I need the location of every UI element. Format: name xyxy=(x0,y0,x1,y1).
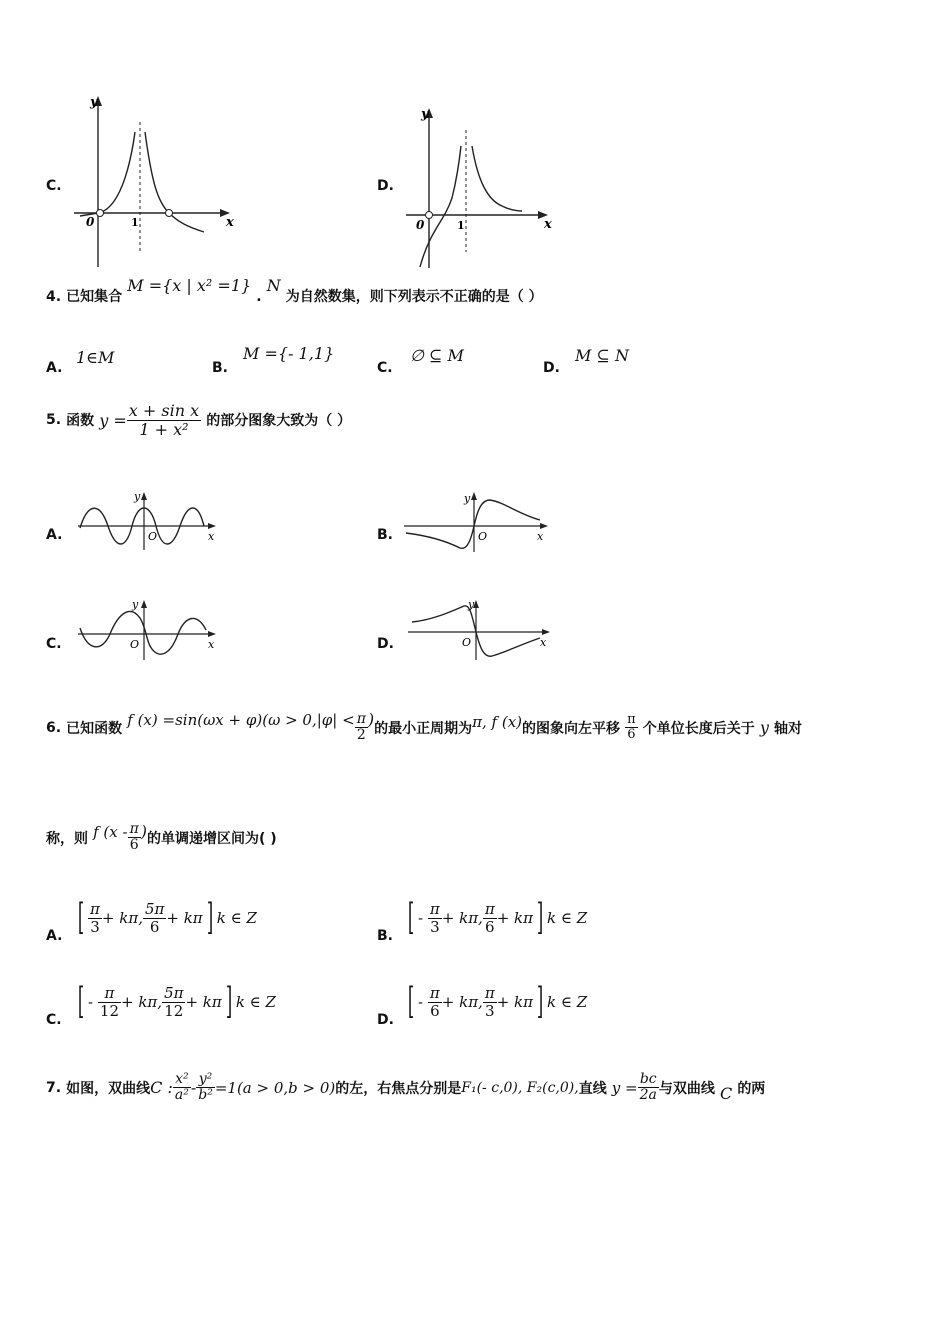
q5a-origin-label: O xyxy=(148,530,158,543)
q6c-n1: π xyxy=(98,985,121,1003)
q5-option-b-label: B. xyxy=(377,527,393,543)
q6d-frac-2 xyxy=(483,985,497,1019)
q6-g-func-a: f (x - xyxy=(93,822,128,841)
q3-option-c-label: C. xyxy=(46,178,62,194)
q5-option-c-graph xyxy=(74,594,224,666)
q3d-tick-label: 1 xyxy=(457,219,465,232)
q5-number: 5. xyxy=(46,412,62,429)
q7-line-den: 2a xyxy=(639,1087,657,1104)
q6a-n1: π xyxy=(90,900,100,918)
q4-option-c-expr: ∅ ⊆ M xyxy=(410,346,464,365)
q6b-tail: k ∈ Z xyxy=(547,909,588,927)
q3-option-d-label: D. xyxy=(377,178,394,194)
q6d-end: + kπ xyxy=(496,993,533,1011)
q6-option-a-expr: [ $\frac{\pi}{3}$ + kπ, $\frac{5\pi}{6}$ + kπ ] k ∈ Z xyxy=(77,897,257,938)
q6b-n2: π xyxy=(484,900,495,918)
q6-option-a-label: A. xyxy=(46,928,63,944)
q4-option-d-label: D. xyxy=(543,360,560,376)
question-5 xyxy=(46,402,351,438)
q6-option-b-expr: [ - $\frac{\pi}{3}$ + kπ, $\frac{\pi}{6}$ + kπ ] k ∈ Z xyxy=(407,897,588,938)
q3d-y-label: y xyxy=(421,107,429,122)
q5c-origin-label: O xyxy=(130,638,140,651)
q6b-end: + kπ xyxy=(496,909,533,927)
q7-text-e: 的两 xyxy=(737,1080,766,1097)
q6-shift-den: 6 xyxy=(627,727,636,743)
q5-option-c-label: C. xyxy=(46,636,62,652)
q4-text-a: 已知集合 xyxy=(66,289,123,305)
q7-n1: x² xyxy=(173,1072,191,1088)
q6c-d1: 12 xyxy=(99,1001,119,1020)
q4-set-n: N xyxy=(266,276,281,295)
q6d-tail: k ∈ Z xyxy=(547,993,588,1011)
q6b-frac-2 xyxy=(483,901,497,935)
q5-func-fraction xyxy=(127,402,201,438)
q7-line-frac xyxy=(638,1072,659,1104)
q6b-mid: + kπ, xyxy=(441,909,483,927)
q6b-d1: 3 xyxy=(430,917,440,936)
q6c-d2: 12 xyxy=(164,1001,184,1020)
q5-func-lhs: y = xyxy=(99,410,127,430)
q5d-x-label: x xyxy=(540,636,547,649)
q6a-n2: 5π xyxy=(144,900,165,918)
q3d-origin-label: 0 xyxy=(416,218,425,232)
q3d-x-label: x xyxy=(544,217,552,232)
q7-line-num: bc xyxy=(638,1072,659,1088)
q6d-d1: 6 xyxy=(430,1001,440,1020)
q5b-x-label: x xyxy=(537,530,544,543)
q6c-frac-1 xyxy=(98,985,121,1019)
q3c-y-label: y xyxy=(90,95,98,110)
q7-text-b: 的左，右焦点分别是 xyxy=(335,1080,462,1097)
q6d-mid: + kπ, xyxy=(441,993,483,1011)
q7-text-c: 直线 xyxy=(578,1080,607,1097)
q7-minus: - xyxy=(190,1078,197,1098)
q6c-frac-2 xyxy=(162,985,185,1019)
q6-func-frac-den: 2 xyxy=(356,727,366,744)
q5-option-d-graph xyxy=(404,594,559,666)
q6-g-frac-den: 6 xyxy=(129,837,139,854)
q6a-mid: + kπ, xyxy=(101,909,143,927)
q6c-mid: + kπ, xyxy=(121,993,163,1011)
q5-func-den: 1 + x² xyxy=(139,419,189,439)
q6-option-c-label: C. xyxy=(46,1012,62,1028)
q6a-tail: k ∈ Z xyxy=(216,909,257,927)
q6-option-c-expr: [ - $\frac{\pi}{12}$ + kπ, $\frac{5\pi}{12}$ + kπ ] k ∈ Z xyxy=(77,981,276,1022)
q3c-tick-label: 1 xyxy=(131,216,139,229)
q5b-origin-label: O xyxy=(478,530,488,543)
q6-shift-frac xyxy=(625,713,638,743)
q6-g-frac-num: π xyxy=(129,821,139,837)
q6c-n2: 5π xyxy=(164,984,184,1002)
q4-text-b: 为自然数集，则下列表示不正确的是（ ） xyxy=(285,289,543,305)
q5a-x-label: x xyxy=(208,530,215,543)
q7-frac-2 xyxy=(196,1072,215,1104)
q4-set-m: M ={x | x² =1} xyxy=(127,276,252,295)
q4-sep: . xyxy=(256,289,262,305)
q6-text-e: 轴对 xyxy=(774,720,802,737)
q7-n2: y² xyxy=(196,1072,215,1088)
q7-d2: b² xyxy=(198,1087,213,1104)
q6-option-d-label: D. xyxy=(377,1012,394,1028)
q6-text-f: 称，则 xyxy=(46,830,88,847)
question-6-line-2 xyxy=(46,822,277,854)
q4-option-d-expr: M ⊆ N xyxy=(575,346,629,365)
q5b-y-label: y xyxy=(464,492,471,505)
q5a-y-label: y xyxy=(134,490,141,503)
q5-option-d-label: D. xyxy=(377,636,394,652)
q7-foci: F₁(- c,0), F₂(c,0), xyxy=(461,1079,579,1096)
q7-d1: a² xyxy=(174,1087,189,1104)
q6-option-d-expr: [ - $\frac{\pi}{6}$ + kπ, $\frac{\pi}{3}$ + kπ ] k ∈ Z xyxy=(407,981,588,1022)
q6d-sign: - xyxy=(418,993,424,1011)
q5d-y-label: y xyxy=(468,598,475,611)
q6a-end: + kπ xyxy=(166,909,203,927)
q4-option-b-expr: M ={- 1,1} xyxy=(243,344,335,363)
q6-text-a: 已知函数 xyxy=(66,720,123,737)
q5-option-a-graph xyxy=(74,486,224,556)
q5d-origin-label: O xyxy=(462,636,472,649)
q4-option-c-label: C. xyxy=(377,360,393,376)
q6-shift-num: π xyxy=(627,712,636,728)
q3-option-c-graph xyxy=(70,92,240,272)
q5c-x-label: x xyxy=(208,638,215,651)
q5-option-b-graph xyxy=(400,486,555,556)
q6-text-d: 个单位长度后关于 xyxy=(642,720,755,737)
q6-func: f (x) =sin(ωx + φ)(ω > 0,|φ| < xyxy=(127,710,355,729)
q6c-end: + kπ xyxy=(185,993,222,1011)
q4-option-a-label: A. xyxy=(46,360,63,376)
q6-text-g: 的单调递增区间为( ) xyxy=(147,830,277,847)
q5-func-num: x + sin x xyxy=(128,401,200,420)
q7-cond: =1(a > 0,b > 0) xyxy=(214,1078,336,1097)
q4-option-a-expr: 1∈M xyxy=(76,348,115,367)
q6-text-c: 的图象向左平移 xyxy=(522,720,621,737)
question-7 xyxy=(46,1072,765,1104)
q4-number: 4. xyxy=(46,289,62,305)
q6a-d2: 6 xyxy=(149,917,160,936)
q3c-origin-label: 0 xyxy=(86,215,95,229)
q6-axis-var: y xyxy=(759,718,769,738)
q6b-frac-1 xyxy=(428,901,442,935)
q3-option-d-graph xyxy=(402,102,562,272)
q6-number: 6. xyxy=(46,719,62,736)
q5-text-b: 的部分图象大致为（ ） xyxy=(206,413,352,430)
q7-text-d: 与双曲线 xyxy=(658,1080,715,1097)
q6-text-b: 的最小正周期为 xyxy=(374,720,473,737)
question-6-line-1 xyxy=(46,712,802,744)
question-4 xyxy=(46,276,543,306)
q6d-n2: π xyxy=(484,984,495,1002)
q5-text-a: 函数 xyxy=(66,413,95,430)
q6-period: π, f (x) xyxy=(472,712,523,731)
q7-number: 7. xyxy=(46,1079,62,1096)
q6-func-frac xyxy=(355,712,368,744)
q5c-y-label: y xyxy=(132,598,139,611)
q6a-frac-1 xyxy=(88,901,102,935)
q6c-tail: k ∈ Z xyxy=(235,993,276,1011)
q6d-frac-1 xyxy=(428,985,442,1019)
q6b-sign: - xyxy=(418,909,424,927)
q6a-frac-2 xyxy=(143,901,166,935)
q6-g-func-b: ) xyxy=(140,822,148,842)
q6c-sign: - xyxy=(88,993,94,1011)
q6-func-frac-num: π xyxy=(356,711,366,727)
q6d-n1: π xyxy=(429,984,440,1002)
q6d-d2: 3 xyxy=(484,1001,495,1020)
q7-curve-name: C : xyxy=(150,1078,173,1098)
q6a-d1: 3 xyxy=(90,917,100,936)
q6-g-frac xyxy=(128,822,141,854)
q7-line-lhs: y = xyxy=(611,1078,638,1097)
q6-option-b-label: B. xyxy=(377,928,393,944)
q6b-d2: 6 xyxy=(484,917,495,936)
q3c-x-label: x xyxy=(226,215,234,230)
q6b-n1: π xyxy=(429,900,440,918)
q7-text-a: 如图，双曲线 xyxy=(66,1080,151,1097)
q5-option-a-label: A. xyxy=(46,527,63,543)
q7-curve-ref: C xyxy=(719,1084,733,1104)
q6-func-close: ) xyxy=(367,710,375,730)
q7-frac-1 xyxy=(173,1072,191,1104)
q4-option-b-label: B. xyxy=(212,360,228,376)
